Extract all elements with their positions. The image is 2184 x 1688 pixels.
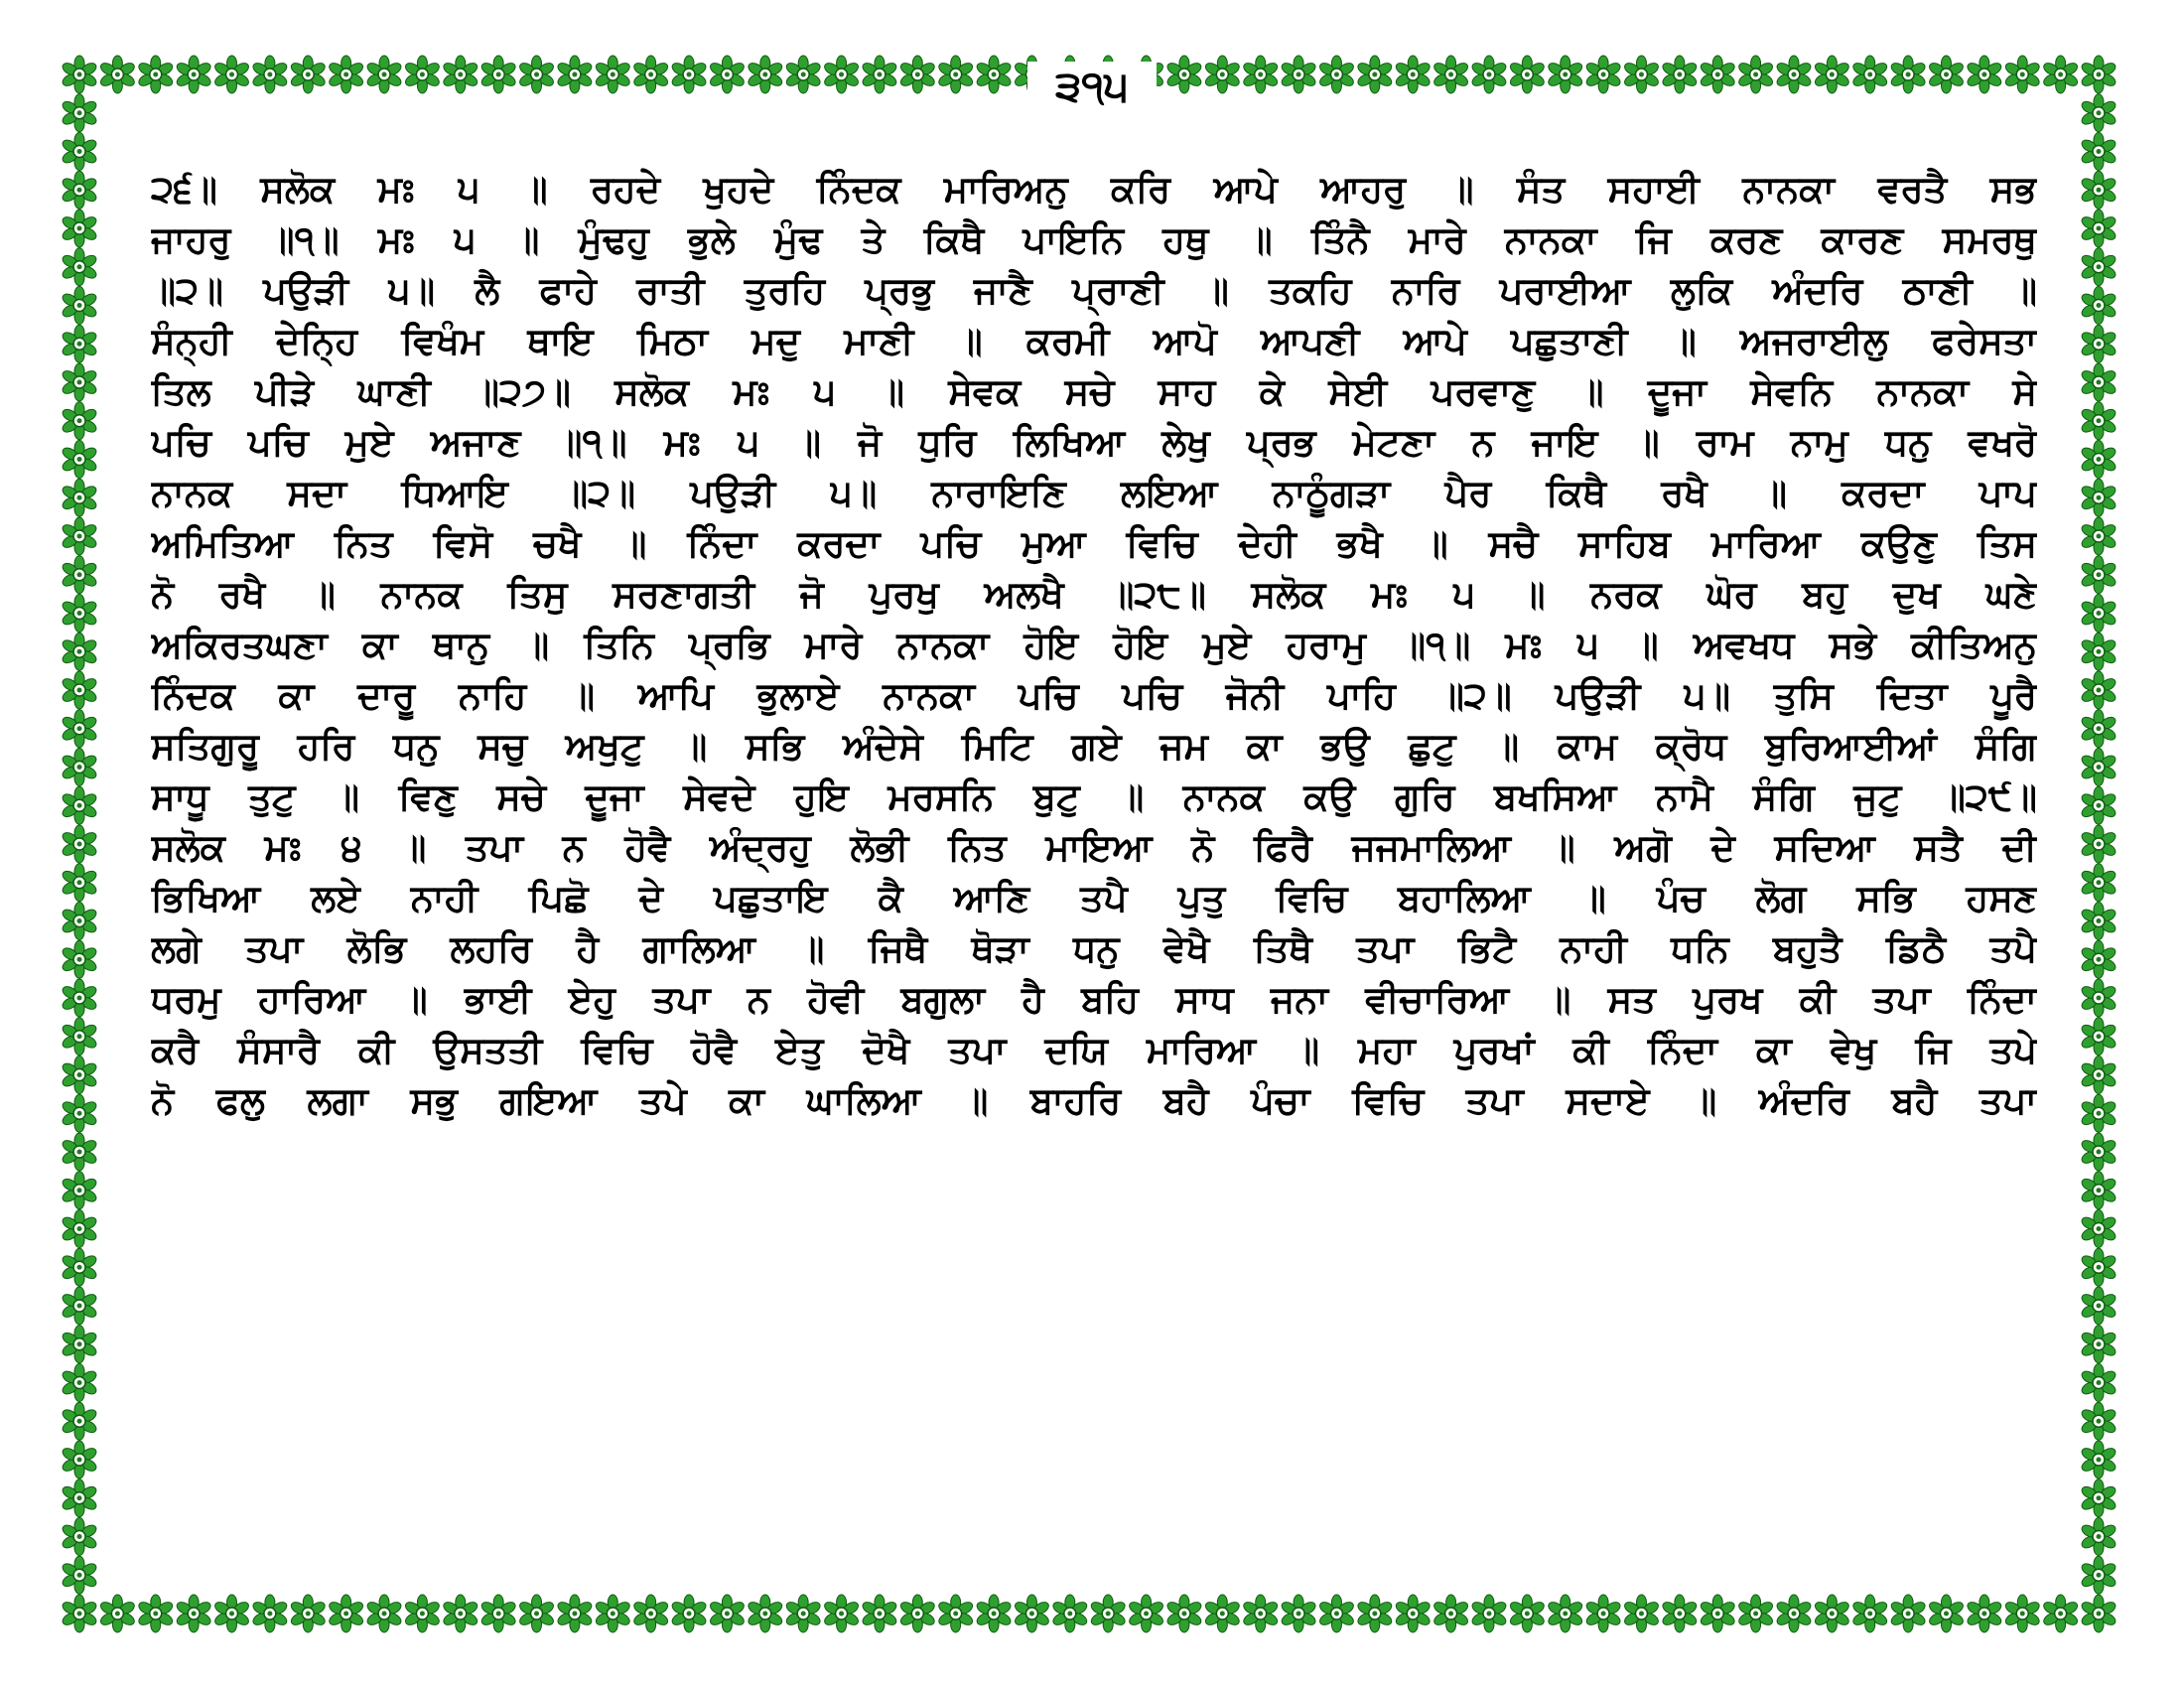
flower-icon <box>1089 1595 1127 1632</box>
flower-icon <box>1966 1595 2003 1632</box>
flower-icon <box>2080 671 2117 709</box>
flower-icon <box>61 363 98 401</box>
flower-icon <box>1470 1595 1508 1632</box>
flower-icon <box>2080 133 2117 171</box>
text-line: ਜਾਹਰੁ ॥੧॥ ਮਃ ੫ ॥ ਮੁੰਢਹੁ ਭੁਲੇ ਮੁੰਢ ਤੇ ਕਿਥੈ ਪਾਇਨਿ ਹਥੁ ॥ ਤਿੰਨੈ ਮਾਰੇ ਨਾਨਕਾ ਜਿ ਕਰਣ ਕਾਰਣ ਸਮਰਥੁ <box>151 218 2037 261</box>
flower-icon <box>2080 1287 2117 1325</box>
flower-icon <box>137 1595 175 1632</box>
flower-icon <box>1356 1595 1394 1632</box>
flower-icon <box>61 1210 98 1248</box>
flower-icon <box>61 1479 98 1517</box>
flower-icon <box>1775 1595 1813 1632</box>
flower-icon <box>2080 248 2117 286</box>
flower-icon <box>61 1595 98 1632</box>
flower-icon <box>61 171 98 209</box>
flower-icon <box>61 556 98 594</box>
flower-icon <box>556 1595 594 1632</box>
flower-icon <box>61 903 98 940</box>
flower-icon <box>61 1287 98 1325</box>
flower-icon <box>1394 1595 1432 1632</box>
flower-icon <box>2080 864 2117 902</box>
flower-icon <box>747 1595 784 1632</box>
flower-icon <box>2080 1595 2117 1632</box>
flower-icon <box>61 1172 98 1209</box>
flower-icon <box>898 1595 936 1632</box>
text-line: ਨਾਨਕ ਸਦਾ ਧਿਆਇ ॥੨॥ ਪਉੜੀ ੫॥ ਨਾਰਾਇਣਿ ਲਇਆ ਨਾਠੂੰਗੜਾ ਪੈਰ ਕਿਥੈ ਰਖੈ ॥ ਕਰਦਾ ਪਾਪ <box>151 472 2037 514</box>
flower-icon <box>61 864 98 902</box>
flower-icon <box>2080 1018 2117 1055</box>
flower-icon <box>403 1595 441 1632</box>
text-line: ਸਤਿਗੁਰੂ ਹਰਿ ਧਨੁ ਸਚੁ ਅਖੁਟੁ ॥ ਸਭਿ ਅੰਦੇਸੇ ਮਿਟਿ ਗਏ ਜਮ ਕਾ ਭਉ ਛੁਟੁ ॥ ਕਾਮ ਕ੍ਰੋਧ ਬੁਰਿਆਈਆਂ ਸੰਗਿ <box>151 725 2037 768</box>
flower-icon <box>2080 1056 2117 1094</box>
flower-icon <box>2080 1210 2117 1248</box>
flower-icon <box>1317 1595 1355 1632</box>
flower-icon <box>1813 1595 1850 1632</box>
flower-icon <box>2080 1364 2117 1402</box>
flower-icon <box>61 479 98 516</box>
flower-icon <box>2080 979 2117 1017</box>
flower-icon <box>1013 1595 1050 1632</box>
flower-icon <box>61 1556 98 1594</box>
flower-icon <box>1280 1595 1317 1632</box>
flower-icon <box>61 1018 98 1055</box>
text-line: ਸਲੋਕ ਮਃ ੪ ॥ ਤਪਾ ਨ ਹੋਵੈ ਅੰਦ੍ਰਹੁ ਲੋਭੀ ਨਿਤ ਮਾਇਆ ਨੋ ਫਿਰੈ ਜਜਮਾਲਿਆ ॥ ਅਗੋ ਦੇ ਸਦਿਆ ਸਤੈ ਦੀ <box>151 826 2037 869</box>
flower-icon <box>61 1364 98 1402</box>
text-line: ਸੰਨ੍ਹੀ ਦੇਨ੍ਹਿ ਵਿਖੰਮ ਥਾਇ ਮਿਠਾ ਮਦੁ ਮਾਣੀ ॥ ਕਰਮੀ ਆਪੋ ਆਪਣੀ ਆਪੇ ਪਛੁਤਾਣੀ ॥ ਅਜਰਾਈਲੁ ਫਰੇਸਤਾ <box>151 320 2037 362</box>
text-line: ਨਿੰਦਕ ਕਾ ਦਾਰੂ ਨਾਹਿ ॥ ਆਪਿ ਭੁਲਾਏ ਨਾਨਕਾ ਪਚਿ ਪਚਿ ਜੋਨੀ ਪਾਹਿ ॥੨॥ ਪਉੜੀ ੫॥ ਤੁਸਿ ਦਿਤਾ ਪੂਰੈ <box>151 674 2037 717</box>
flower-icon <box>2080 325 2117 362</box>
flower-icon <box>1051 1595 1089 1632</box>
text-line: ੨੬॥ ਸਲੋਕ ਮਃ ੫ ॥ ਰਹਦੇ ਖੁਹਦੇ ਨਿੰਦਕ ਮਾਰਿਅਨੁ ਕਰਿ ਆਪੇ ਆਹਰੁ ॥ ਸੰਤ ਸਹਾਈ ਨਾਨਕਾ ਵਰਤੈ ਸਭ <box>151 168 2037 211</box>
flower-icon <box>784 1595 822 1632</box>
flower-icon <box>1699 1595 1736 1632</box>
flower-icon <box>2080 633 2117 670</box>
flower-icon <box>2080 786 2117 824</box>
flower-icon <box>61 133 98 171</box>
text-line: ਤਿਲ ਪੀੜੇ ਘਾਣੀ ॥੨੭॥ ਸਲੋਕ ਮਃ ੫ ॥ ਸੇਵਕ ਸਚੇ ਸਾਹ ਕੇ ਸੇਈ ਪਰਵਾਣੁ ॥ ਦੂਜਾ ਸੇਵਨਿ ਨਾਨਕਾ ਸੇ <box>151 370 2037 413</box>
text-line: ਨੋ ਰਖੈ ॥ ਨਾਨਕ ਤਿਸੁ ਸਰਣਾਗਤੀ ਜੋ ਪੁਰਖੁ ਅਲਖੈ ॥੨੮॥ ਸਲੋਕ ਮਃ ੫ ॥ ਨਰਕ ਘੋਰ ਬਹੁ ਦੁਖ ਘਣੇ <box>151 573 2037 616</box>
flower-icon <box>289 1595 327 1632</box>
flower-icon <box>2080 825 2117 863</box>
flower-icon <box>937 1595 975 1632</box>
flower-icon <box>670 1595 708 1632</box>
flower-icon <box>61 1133 98 1171</box>
flower-icon <box>1584 1595 1622 1632</box>
flower-icon <box>2080 1094 2117 1132</box>
page-number: ੩੧੫ <box>0 62 2184 111</box>
flower-icon <box>2080 1172 2117 1209</box>
flower-icon <box>61 287 98 325</box>
text-line: ਭਿਖਿਆ ਲਏ ਨਾਹੀ ਪਿਛੋ ਦੇ ਪਛੁਤਾਇ ਕੈ ਆਣਿ ਤਪੈ ਪੁਤੁ ਵਿਚਿ ਬਹਾਲਿਆ ॥ ਪੰਚ ਲੋਗ ਸਭਿ ਹਸਣ <box>151 877 2037 919</box>
text-line: ਲਗੇ ਤਪਾ ਲੋਭਿ ਲਹਰਿ ਹੈ ਗਾਲਿਆ ॥ ਜਿਥੈ ਥੋੜਾ ਧਨੁ ਵੇਖੈ ਤਿਥੈ ਤਪਾ ਭਿਟੈ ਨਾਹੀ ਧਨਿ ਬਹੁਤੈ ਡਿਠੈ ਤਪੈ <box>151 927 2037 970</box>
flower-icon <box>2080 1441 2117 1478</box>
flower-icon <box>61 633 98 670</box>
flower-icon <box>61 325 98 362</box>
flower-icon <box>61 1441 98 1478</box>
flower-icon <box>708 1595 746 1632</box>
flower-icon <box>98 1595 136 1632</box>
flower-icon <box>1928 1595 1966 1632</box>
flower-icon <box>251 1595 289 1632</box>
flower-icon <box>2080 749 2117 786</box>
flower-icon <box>823 1595 861 1632</box>
flower-icon <box>61 517 98 555</box>
flower-icon <box>2080 287 2117 325</box>
text-line: ਕਰੈ ਸੰਸਾਰੈ ਕੀ ਉਸਤਤੀ ਵਿਚਿ ਹੋਵੈ ਏਤੁ ਦੋਖੈ ਤਪਾ ਦਯਿ ਮਾਰਿਆ ॥ ਮਹਾ ਪੁਰਖਾਂ ਕੀ ਨਿੰਦਾ ਕਾ ਵੇਖੁ ਜਿ ਤਪੇ <box>151 1029 2037 1071</box>
flower-icon <box>2042 1595 2080 1632</box>
flower-icon <box>61 710 98 748</box>
flower-icon <box>594 1595 631 1632</box>
flower-icon <box>61 1402 98 1440</box>
flower-icon <box>2080 1518 2117 1556</box>
scripture-text <box>151 164 2037 1126</box>
flower-icon <box>61 1326 98 1363</box>
flower-icon <box>61 749 98 786</box>
flower-icon <box>61 979 98 1017</box>
flower-icon <box>1889 1595 1927 1632</box>
flower-icon <box>1242 1595 1280 1632</box>
flower-icon <box>2080 441 2117 479</box>
flower-icon <box>479 1595 517 1632</box>
flower-icon <box>1661 1595 1699 1632</box>
flower-icon <box>61 595 98 633</box>
flower-icon <box>632 1595 670 1632</box>
flower-icon <box>2080 1402 2117 1440</box>
flower-icon <box>61 1056 98 1094</box>
flower-icon <box>61 940 98 978</box>
text-line: ਅਮਿਤਿਆ ਨਿਤ ਵਿਸੋ ਚਖੈ ॥ ਨਿੰਦਾ ਕਰਦਾ ਪਚਿ ਮੁਆ ਵਿਚਿ ਦੇਹੀ ਭਖੈ ॥ ਸਚੈ ਸਾਹਿਬ ਮਾਰਿਆ ਕਉਣੁ ਤਿਸ <box>151 522 2037 565</box>
flower-icon <box>61 402 98 440</box>
flower-icon <box>1623 1595 1661 1632</box>
flower-icon <box>2080 710 2117 748</box>
flower-icon <box>61 786 98 824</box>
flower-icon <box>61 248 98 286</box>
flower-icon <box>2080 210 2117 247</box>
flower-icon <box>1433 1595 1470 1632</box>
flower-icon <box>1737 1595 1775 1632</box>
flower-icon <box>518 1595 556 1632</box>
flower-icon <box>1165 1595 1203 1632</box>
flower-icon <box>2080 903 2117 940</box>
flower-icon <box>2080 1556 2117 1594</box>
flower-icon <box>365 1595 403 1632</box>
flower-icon <box>2080 517 2117 555</box>
flower-icon <box>2080 940 2117 978</box>
flower-icon <box>61 210 98 247</box>
flower-icon <box>61 825 98 863</box>
flower-icon <box>175 1595 212 1632</box>
text-line: ਧਰਮੁ ਹਾਰਿਆ ॥ ਭਾਈ ਏਹੁ ਤਪਾ ਨ ਹੋਵੀ ਬਗੁਲਾ ਹੈ ਬਹਿ ਸਾਧ ਜਨਾ ਵੀਚਾਰਿਆ ॥ ਸਤ ਪੁਰਖ ਕੀ ਤਪਾ ਨਿੰਦਾ <box>151 978 2037 1021</box>
flower-icon <box>2003 1595 2041 1632</box>
flower-icon <box>328 1595 365 1632</box>
flower-icon <box>861 1595 898 1632</box>
text-line: ॥੨॥ ਪਉੜੀ ੫॥ ਲੈ ਫਾਹੇ ਰਾਤੀ ਤੁਰਹਿ ਪ੍ਰਭੁ ਜਾਣੈ ਪ੍ਰਾਣੀ ॥ ਤਕਹਿ ਨਾਰਿ ਪਰਾਈਆ ਲੁਕਿ ਅੰਦਰਿ ਠਾਣੀ ॥ <box>151 269 2037 312</box>
flower-icon <box>2080 171 2117 209</box>
flower-icon <box>2080 402 2117 440</box>
flower-icon <box>1508 1595 1546 1632</box>
text-line: ਸਾਧੂ ਤੁਟੁ ॥ ਵਿਣੁ ਸਚੇ ਦੂਜਾ ਸੇਵਦੇ ਹੁਇ ਮਰਸਨਿ ਬੁਟੁ ॥ ਨਾਨਕ ਕਉ ਗੁਰਿ ਬਖਸਿਆ ਨਾਮੈ ਸੰਗਿ ਜੁਟੁ ॥੨੯॥ <box>151 775 2037 818</box>
flower-icon <box>213 1595 251 1632</box>
flower-icon <box>2080 1248 2117 1286</box>
flower-icon <box>2080 1479 2117 1517</box>
text-line: ਅਕਿਰਤਘਣਾ ਕਾ ਥਾਨੁ ॥ ਤਿਨਿ ਪ੍ਰਭਿ ਮਾਰੇ ਨਾਨਕਾ ਹੋਇ ਹੋਇ ਮੁਏ ਹਰਾਮੁ ॥੧॥ ਮਃ ੫ ॥ ਅਵਖਧ ਸਭੇ ਕੀਤਿਅਨੁ <box>151 624 2037 666</box>
flower-icon <box>1851 1595 1889 1632</box>
flower-icon <box>2080 595 2117 633</box>
text-line: ਨੋ ਫਲੁ ਲਗਾ ਸਭੁ ਗਇਆ ਤਪੇ ਕਾ ਘਾਲਿਆ ॥ ਬਾਹਰਿ ਬਹੈ ਪੰਚਾ ਵਿਚਿ ਤਪਾ ਸਦਾਏ ॥ ਅੰਦਰਿ ਬਹੈ ਤਪਾ <box>151 1079 2037 1122</box>
flower-icon <box>2080 479 2117 516</box>
flower-icon <box>2080 363 2117 401</box>
flower-icon <box>61 1518 98 1556</box>
flower-icon <box>2080 556 2117 594</box>
flower-icon <box>61 441 98 479</box>
flower-icon <box>442 1595 479 1632</box>
flower-icon <box>1203 1595 1241 1632</box>
flower-icon <box>61 1248 98 1286</box>
flower-icon <box>61 671 98 709</box>
flower-icon <box>2080 1133 2117 1171</box>
text-line: ਪਚਿ ਪਚਿ ਮੁਏ ਅਜਾਣ ॥੧॥ ਮਃ ੫ ॥ ਜੋ ਧੁਰਿ ਲਿਖਿਆ ਲੇਖੁ ਪ੍ਰਭ ਮੇਟਣਾ ਨ ਜਾਇ ॥ ਰਾਮ ਨਾਮੁ ਧਨੁ ਵਖਰੋ <box>151 421 2037 464</box>
flower-icon <box>2080 1326 2117 1363</box>
flower-icon <box>1128 1595 1165 1632</box>
flower-icon <box>1547 1595 1584 1632</box>
flower-icon <box>975 1595 1013 1632</box>
flower-icon <box>61 1094 98 1132</box>
